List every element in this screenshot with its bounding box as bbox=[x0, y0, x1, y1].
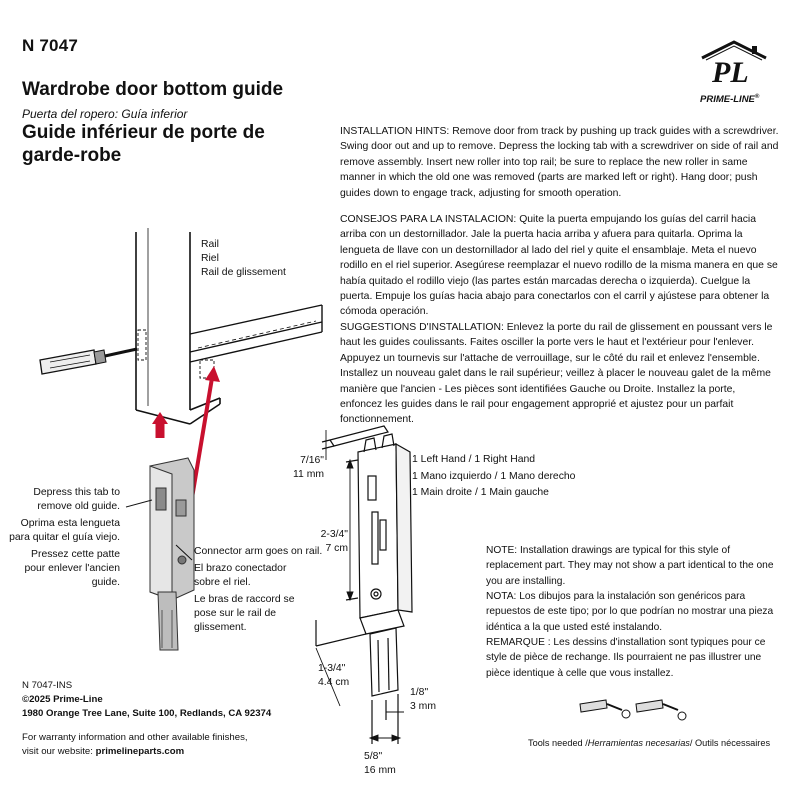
footer bbox=[22, 679, 322, 759]
part-number: N 7047 bbox=[22, 36, 79, 55]
dim-5-8: 5/8" 16 mm bbox=[364, 751, 396, 776]
doc-code: N 7047-INS bbox=[22, 680, 73, 691]
note-english: NOTE: Installation drawings are typical for this style of replacement part. They may not show a part identical to the one you are installing. bbox=[486, 545, 774, 587]
instructions-english: INSTALLATION HINTS: Remove door from track by pushing up track guides with a screwdriver. Swing door out and up to remove. Depress the locking tab with a screwdriver on side of rail and remove assembly. Insert new roller into top rail; be sure to replace the new roller in same manner in which the old one was removed (parts are marked left or right). Hang door; push guides down to engage track, adjusting for smooth operation. bbox=[340, 126, 779, 199]
dim-2-3-4: 2-3/4" 7 cm bbox=[320, 529, 348, 554]
dim-1-3-4: 1-3/4" 4.4 cm bbox=[318, 663, 350, 688]
tab-labels: Depress this tab to remove old guide. Oprima esta lengueta para quitar el guía viejo. Pressez cette patte pour enlever l'ancien guide. bbox=[9, 487, 120, 588]
instructions-spanish: CONSEJOS PARA LA INSTALACION: Quite la puerta empujando los guías del carril hacia arriba con un destornillador. Jale la puerta hacia arriba y afuera para quitarla. Oprima la lengueta de llave con un destornillador al lado del riel y quite el ensamblaje. Meta el nuevo rodillo en el riel superior. Asegúrese reemplazar el nuevo rodillo de la misma manera en que se había quitado el rodillo viejo (las partes están marcadas derecha o izquierda). Cuelgue la puerta. Empuje los guías hacia abajo para conectarlos con el carril y ajústese para obtener la cómoda operación. bbox=[340, 214, 778, 318]
title-english: Wardrobe door bottom guide bbox=[22, 79, 284, 100]
instructions-french: SUGGESTIONS D'INSTALLATION: Enlevez la porte du rail de glissement en poussant vers le haut les guides coulissants. Faites osciller la porte vers le haut et l'extérieur pour l'enlever. Appuyez un tournevis sur l'attache de verrouillage, sur le côté du rail et enlevez l'ensemble. Installez un nouveau galet dans le rail supérieur; veillez à placer le nouveau galet de la même manière que l'ancien - Les pièces sont identifiées Gauche ou Droite. Installez la porte, enfoncez les guides dans le rail pour engagement approprié et ajustez pour un parfait fonctionnement. bbox=[340, 322, 773, 426]
website-link[interactable]: primelineparts.com bbox=[95, 745, 185, 757]
title-spanish: Puerta del ropero: Guía inferior bbox=[22, 107, 188, 121]
website-line: visit our website: primelineparts.com bbox=[22, 745, 185, 757]
screwdriver-icon bbox=[580, 700, 686, 720]
address: 1980 Orange Tree Lane, Suite 100, Redlands, CA 92374 bbox=[22, 708, 272, 720]
logo-monogram: PL bbox=[712, 56, 749, 89]
note-french: REMARQUE : Les dessins d'installation sont typiques pour ce style de pièce de rechange. Ils pourraient ne pas illustrer une pièce identique à celle que vous installez. bbox=[486, 637, 766, 679]
warranty-text: For warranty information and other available finishes, bbox=[22, 731, 248, 743]
connector-labels: Connector arm goes on rail. El brazo conectador sobre el riel. Le bras de raccord se pose sur le rail de glissement. bbox=[194, 546, 323, 633]
dim-7-16: 7/16" 11 mm bbox=[293, 455, 324, 480]
dim-1-8: 1/8" 3 mm bbox=[410, 687, 436, 712]
note-spanish: NOTA: Los dibujos para la instalación son genéricos para repuestos de este tipo; por lo que podrían no mostrar una pieza idéntica a la que usted esté instalando. bbox=[486, 591, 774, 633]
tools-needed-label: Tools needed /Herramientas necesarias/ Outils nécessaires bbox=[528, 738, 771, 748]
logo-wordmark: PRIME-LINE® bbox=[700, 94, 760, 106]
rail-labels: Rail Riel Rail de glissement bbox=[201, 239, 286, 278]
copyright: ©2025 Prime-Line bbox=[22, 694, 103, 706]
quantity-list: 1 Left Hand / 1 Right Hand 1 Mano izquierdo / 1 Mano derecho 1 Main droite / 1 Main gauche bbox=[412, 454, 576, 499]
title-french: Guide inférieur de porte de garde-robe bbox=[22, 122, 265, 166]
